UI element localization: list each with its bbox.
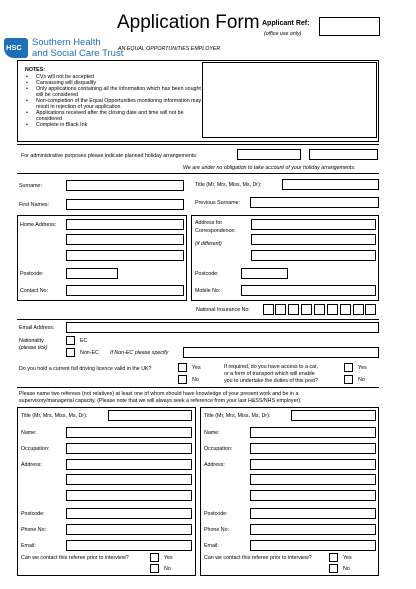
- holiday-label: For administrative purposes please indicate planned holiday arrangements:: [21, 153, 198, 159]
- page-title: Application Form: [117, 12, 260, 33]
- home-address-line-2[interactable]: [66, 234, 184, 245]
- note-item: • Canvassing will disqualify: [22, 80, 202, 86]
- divider: [17, 173, 379, 174]
- referee-1-no-checkbox[interactable]: [150, 564, 159, 573]
- referee-phone-label: Phone No:: [204, 527, 230, 533]
- applicant-ref-label: Applicant Ref:: [262, 20, 310, 27]
- car-question-line-3: you to undertake the duties of this post?: [224, 378, 318, 384]
- car-no-label: No: [358, 377, 365, 383]
- non-ec-checkbox[interactable]: [66, 348, 75, 357]
- notes-heading: NOTES:: [25, 67, 46, 73]
- logo-line-2: and Social Care Trust: [32, 48, 124, 59]
- holiday-field-1[interactable]: [237, 149, 301, 160]
- divider: [17, 144, 379, 145]
- title-field[interactable]: [282, 179, 379, 190]
- referee-name-label: Name:: [204, 430, 220, 436]
- car-no-checkbox[interactable]: [344, 375, 353, 384]
- referee-2-yes-checkbox[interactable]: [329, 553, 338, 562]
- referee-2-occupation-field[interactable]: [250, 443, 376, 454]
- referee-contact-question: Can we contact this referee prior to interview?: [21, 555, 129, 561]
- referee-2-email-field[interactable]: [250, 540, 376, 551]
- non-ec-label: Non-EC: [80, 350, 99, 356]
- home-address-line-3[interactable]: [66, 250, 184, 261]
- referee-title-label: Title (Mr, Mrs, Miss, Ms, Dr):: [21, 413, 88, 419]
- nationality-label: Nationality: [19, 338, 44, 344]
- referee-2-address-line-1[interactable]: [250, 459, 376, 470]
- referee-yes-label: Yes: [164, 555, 173, 561]
- referee-address-label: Address:: [204, 462, 225, 468]
- ni-no-label: National Insurance No:: [196, 307, 250, 313]
- referee-email-label: Email:: [204, 543, 219, 549]
- referee-no-label: No: [343, 566, 350, 572]
- previous-surname-field[interactable]: [250, 197, 379, 208]
- non-ec-specify-field[interactable]: [183, 347, 379, 358]
- referee-contact-question: Can we contact this referee prior to interview?: [204, 555, 312, 561]
- referee-2-address-line-2[interactable]: [250, 474, 376, 485]
- employer-statement: AN EQUAL OPPORTUNITIES EMPLOYER: [118, 46, 221, 52]
- licence-question: Do you hold a current full driving licence valid in the UK?: [19, 366, 152, 372]
- referee-2-address-line-3[interactable]: [250, 490, 376, 501]
- photo-box: [202, 62, 377, 138]
- postcode-field[interactable]: [66, 268, 118, 279]
- referee-yes-label: Yes: [343, 555, 352, 561]
- nationality-hint: (please tick): [19, 345, 48, 351]
- referee-2-postcode-field[interactable]: [250, 508, 376, 519]
- holiday-obligation: We are under no obligation to take account of your holiday arrangements.: [183, 165, 356, 171]
- email-field[interactable]: [66, 322, 379, 333]
- home-address-label: Home Address:: [20, 222, 57, 228]
- referee-name-label: Name:: [21, 430, 37, 436]
- corr-address-label-2: Correspondence:: [195, 228, 236, 234]
- licence-yes-label: Yes: [192, 365, 201, 371]
- first-names-label: First Names:: [19, 202, 50, 208]
- car-yes-checkbox[interactable]: [344, 363, 353, 372]
- surname-field[interactable]: [66, 180, 184, 191]
- referee-1-address-line-1[interactable]: [66, 459, 192, 470]
- referees-intro-1: Please name two referees (not relatives) at least one of whom should have knowledge of your present work and be in a: [19, 391, 299, 397]
- licence-no-checkbox[interactable]: [178, 375, 187, 384]
- corr-address-line-2[interactable]: [251, 234, 376, 245]
- referee-1-occupation-field[interactable]: [66, 443, 192, 454]
- postcode-label: Postcode:: [20, 271, 44, 277]
- referee-2-name-field[interactable]: [250, 427, 376, 438]
- referee-occupation-label: Occupation:: [204, 446, 233, 452]
- non-ec-specify-label: If Non-EC please specify: [110, 350, 169, 356]
- referee-phone-label: Phone No:: [21, 527, 47, 533]
- corr-address-label-1: Address for: [195, 220, 223, 226]
- holiday-field-2[interactable]: [309, 149, 378, 160]
- licence-yes-checkbox[interactable]: [178, 363, 187, 372]
- note-item: • Non-completion of the Equal Opportunities monitoring information may result in rejection of your application: [22, 98, 202, 110]
- mobile-no-label: Mobile No:: [195, 288, 221, 294]
- corr-address-line-1[interactable]: [251, 219, 376, 230]
- surname-label: Surname:: [19, 183, 42, 189]
- previous-surname-label: Previous Surname:: [195, 200, 241, 206]
- referee-1-email-field[interactable]: [66, 540, 192, 551]
- logo-line-1: Southern Health: [32, 37, 101, 48]
- referee-2-no-checkbox[interactable]: [329, 564, 338, 573]
- title-label: Title (Mr, Mrs, Miss, Ms, Dr):: [195, 182, 262, 188]
- car-question-line-2: or a form of transport which will enable: [224, 371, 315, 377]
- notes-list: [22, 74, 202, 128]
- licence-no-label: No: [192, 377, 199, 383]
- referee-1-phone-field[interactable]: [66, 524, 192, 535]
- if-different-label: (if different): [195, 241, 222, 247]
- note-item: • Complete in Black Ink: [22, 122, 202, 128]
- applicant-ref-field[interactable]: [319, 17, 380, 36]
- note-item: • Applications received after the closing date and time will not be considered: [22, 110, 202, 122]
- referee-address-label: Address:: [21, 462, 42, 468]
- ec-label: EC: [80, 338, 88, 344]
- divider: [17, 319, 379, 320]
- referee-occupation-label: Occupation:: [21, 446, 50, 452]
- divider: [17, 387, 379, 388]
- referee-2-phone-field[interactable]: [250, 524, 376, 535]
- email-label: Email Address:: [19, 325, 55, 331]
- referee-postcode-label: Postcode:: [204, 511, 228, 517]
- corr-address-line-3[interactable]: [251, 250, 376, 261]
- referee-postcode-label: Postcode:: [21, 511, 45, 517]
- referee-1-name-field[interactable]: [66, 427, 192, 438]
- referee-title-label: Title (Mr, Mrs, Miss, Ms, Dr):: [204, 413, 271, 419]
- referee-1-postcode-field[interactable]: [66, 508, 192, 519]
- note-item: • CVs will not be accepted: [22, 74, 202, 80]
- postcode-label: Postcode:: [195, 271, 219, 277]
- contact-no-label: Contact No:: [20, 288, 48, 294]
- referee-no-label: No: [164, 566, 171, 572]
- car-question-line-1: If required, do you have access to a car,: [224, 364, 318, 370]
- office-use-note: (office use only): [264, 31, 302, 37]
- contact-no-field[interactable]: [66, 285, 184, 296]
- first-names-field[interactable]: [66, 199, 184, 210]
- referees-intro-2: supervisory/managerial capacity. (Please note that we will always seek a reference from your last H&SS/NHS employer).: [19, 398, 302, 404]
- referee-1-address-line-3[interactable]: [66, 490, 192, 501]
- hsc-badge-text: HSC: [6, 43, 22, 52]
- referee-2-title-field[interactable]: [291, 410, 376, 421]
- ec-checkbox[interactable]: [66, 336, 75, 345]
- referee-1-title-field[interactable]: [108, 410, 192, 421]
- mobile-no-field[interactable]: [241, 285, 376, 296]
- referee-email-label: Email:: [21, 543, 36, 549]
- corr-postcode-field[interactable]: [241, 268, 288, 279]
- home-address-line-1[interactable]: [66, 219, 184, 230]
- note-item: • Only applications containing all the information which has been sought will be considered: [22, 86, 202, 98]
- car-yes-label: Yes: [358, 365, 367, 371]
- referee-1-yes-checkbox[interactable]: [150, 553, 159, 562]
- ni-no-field[interactable]: [263, 304, 376, 315]
- referee-1-address-line-2[interactable]: [66, 474, 192, 485]
